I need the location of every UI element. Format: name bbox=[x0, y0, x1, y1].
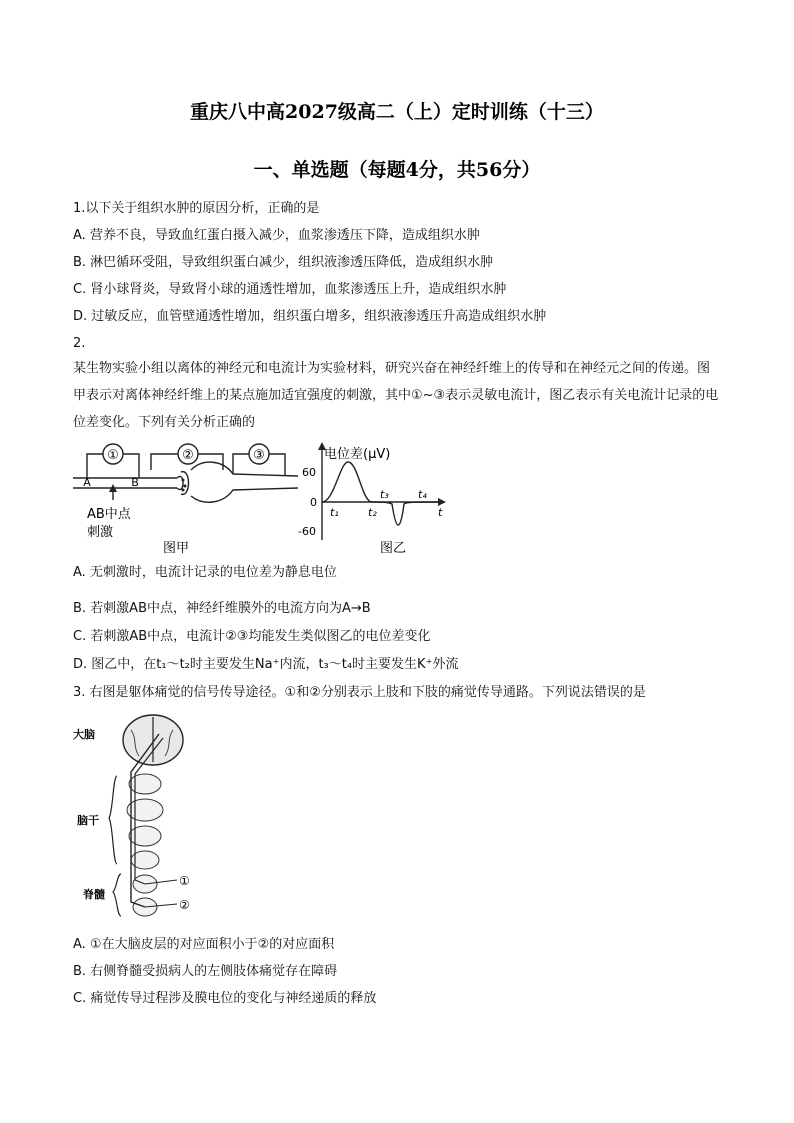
pain-pathway-figure bbox=[73, 712, 208, 927]
yi-ytick-0: 0 bbox=[310, 496, 317, 509]
yi-xlabel: t bbox=[438, 506, 443, 519]
meter-3-label: ③ bbox=[253, 448, 265, 463]
point-a-label: A bbox=[83, 476, 91, 489]
figure-yi-caption: 图乙 bbox=[380, 541, 407, 556]
q1-option-d: D. 过敏反应，血管壁通透性增加，组织蛋白增多，组织液渗透压升高造成组织水肿 bbox=[73, 309, 547, 324]
yi-t4-label: t₄ bbox=[418, 488, 427, 501]
stimulus-label: 刺激 bbox=[87, 525, 114, 540]
spinal-cord-label: 脊髓 bbox=[83, 888, 105, 901]
figure-yi bbox=[292, 440, 452, 560]
q3-option-c: C. 痛觉传导过程涉及膜电位的变化与神经递质的释放 bbox=[73, 991, 377, 1006]
brain-label: 大脑 bbox=[73, 728, 95, 741]
yi-ytick-60: 60 bbox=[302, 466, 316, 479]
q2-option-a: A. 无刺激时，电流计记录的电位差为静息电位 bbox=[73, 565, 337, 580]
q3-option-a: A. ①在大脑皮层的对应面积小于②的对应面积 bbox=[73, 937, 335, 952]
yi-t3-label: t₃ bbox=[380, 488, 389, 501]
q2-number: 2. bbox=[73, 336, 86, 351]
section-title: 一、单选题（每题4分，共56分） bbox=[253, 159, 541, 181]
q3-option-b: B. 右侧脊髓受损病人的左侧肢体痛觉存在障碍 bbox=[73, 964, 338, 979]
q1-option-b: B. 淋巴循环受阻，导致组织蛋白减少，组织液渗透压降低，造成组织水肿 bbox=[73, 255, 494, 270]
q2-option-b: B. 若刺激AB中点，神经纤维膜外的电流方向为A→B bbox=[73, 601, 371, 616]
yi-ylabel: 电位差(μV) bbox=[324, 447, 391, 462]
pathway-1-marker: ① bbox=[179, 874, 190, 888]
point-b-label: B bbox=[131, 476, 139, 489]
pathway-2-marker: ② bbox=[179, 898, 190, 912]
q2-option-d: D. 图乙中，在t₁～t₂时主要发生Na⁺内流，t₃～t₄时主要发生K⁺外流 bbox=[73, 657, 459, 672]
yi-ytick-neg60: -60 bbox=[298, 525, 316, 538]
exam-title: 重庆八中高2027级高二（上）定时训练（十三） bbox=[190, 101, 604, 123]
figure-jia-caption: 图甲 bbox=[163, 541, 190, 556]
q2-option-c: C. 若刺激AB中点，电流计②③均能发生类似图乙的电位差变化 bbox=[73, 629, 431, 644]
brainstem-label: 脑干 bbox=[77, 814, 99, 827]
yi-t2-label: t₂ bbox=[368, 506, 377, 519]
meter-1-label: ① bbox=[107, 448, 119, 463]
q1-stem: 1.以下关于组织水肿的原因分析，正确的是 bbox=[73, 201, 320, 216]
meter-2-label: ② bbox=[182, 448, 194, 463]
ab-midpoint-label: AB中点 bbox=[87, 507, 131, 522]
yi-t1-label: t₁ bbox=[330, 506, 339, 519]
figure-jia bbox=[73, 440, 298, 560]
q1-option-c: C. 肾小球肾炎，导致肾小球的通透性增加，血浆渗透压上升，造成组织水肿 bbox=[73, 282, 507, 297]
q1-option-a: A. 营养不良，导致血红蛋白摄入减少，血浆渗透压下降，造成组织水肿 bbox=[73, 228, 480, 243]
q2-stem: 某生物实验小组以离体的神经元和电流计为实验材料，研究兴奋在神经纤维上的传导和在神经元之间的传递。图甲表示对离体神经纤维上的某点施加适宜强度的刺激，其中①~③表示灵敏电流计，图乙表示有关电流计记录的电位差变化。下列有关分析正确的 bbox=[73, 361, 719, 430]
q3-stem: 3. 右图是躯体痛觉的信号传导途径。①和②分别表示上肢和下肢的痛觉传导通路。下列说法错误的是 bbox=[73, 685, 646, 700]
